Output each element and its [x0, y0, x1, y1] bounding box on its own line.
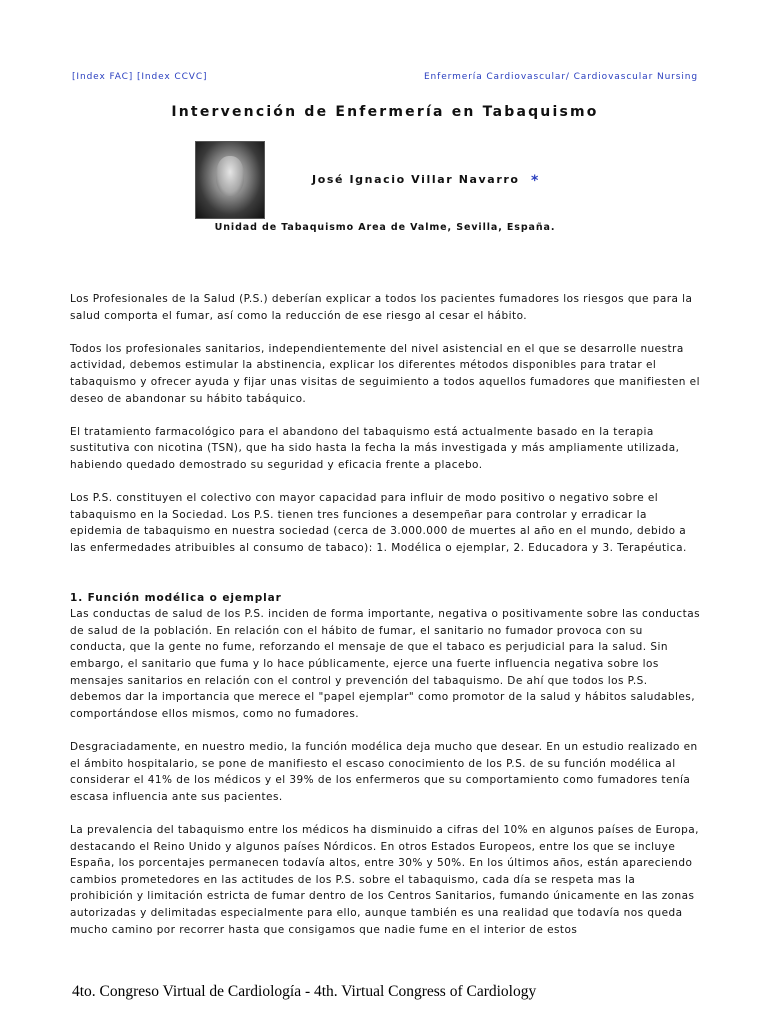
paragraph: Los Profesionales de la Salud (P.S.) deberían explicar a todos los pacientes fumadores los riesgos que para la salud comporta el fumar, así como la reducción de ese riesgo al cesar el hábito.: [70, 293, 693, 322]
page-footer: 4to. Congreso Virtual de Cardiología - 4th. Virtual Congress of Cardiology: [72, 983, 537, 1000]
journal-section-label: Enfermería Cardiovascular/ Cardiovascular Nursing: [423, 72, 698, 82]
article-body: [70, 291, 700, 955]
paragraph: El tratamiento farmacológico para el abandono del tabaquismo está actualmente basado en la terapia sustitutiva con nicotina (TSN), que ha sido hasta la fecha la más investigada y más ampliamente utilizada, habiendo quedado demostrado su seguridad y eficacia frente a placebo.: [70, 425, 680, 471]
top-navigation: [72, 72, 698, 86]
author-photo: [195, 141, 265, 219]
author-face-shape: [216, 156, 244, 196]
paragraph: Los P.S. constituyen el colectivo con mayor capacidad para influir de modo positivo o negativo sobre el tabaquismo en la Sociedad. Los P.S. tienen tres funciones a desempeñar para controlar y erradicar la epidemia de tabaquismo en nuestra sociedad (cerca de 3.000.000 de muertes al año en el mundo, debido a las enfermedades atribuibles al consumo de tabaco): 1. Modélica o ejemplar, 2. Educadora y 3. Terapéutica.: [70, 492, 687, 554]
index-ccvc-link[interactable]: [Index CCVC]: [136, 72, 208, 82]
section-heading: 1. Función modélica o ejemplar: [70, 591, 282, 604]
author-note-link[interactable]: *: [530, 173, 540, 189]
author-line: [312, 173, 540, 189]
index-fac-link[interactable]: [Index FAC]: [72, 72, 134, 82]
paragraph: Las conductas de salud de los P.S. inciden de forma importante, negativa o positivamente sobre las conductas de salud de la población. En relación con el hábito de fumar, el sanitario no fumador provoca con su conducta, que la gente no fume, reforzando el mensaje de que el tabaco es perjudicial para la salud. Sin embargo, el sanitario que fuma y lo hace públicamente, ejerce una fuerte influencia negativa sobre los mensajes sanitarios en relación con el control y prevención del tabaquismo. De ahí que todos los P.S. debemos dar la importancia que merece el "papel ejemplar" como promotor de la salud y hábitos saludables, comportándose ellos mismos, como no fumadores.: [70, 608, 701, 720]
spacer: [70, 573, 700, 590]
paragraph: La prevalencia del tabaquismo entre los médicos ha disminuido a cifras del 10% en algunos países de Europa, destacando el Reino Unido y algunos países Nórdicos. En otros Estados Europeos, entre los que se incluye España, los porcentajes permanecen todavía altos, entre 30% y 50%. En los últimos años, están apareciendo cambios prometedores en las actitudes de los P.S. sobre el tabaquismo, cada día se respeta mas la prohibición y limitación estricta de fumar dentro de los Centros Sanitarios, fumando únicamente en las zonas autorizadas y delimitadas especialmente para ello, aunque también es una realidad que todavía nos queda mucho camino por recorrer hasta que consigamos que nadie fume en el interior de estos: [70, 824, 699, 936]
author-name: José Ignacio Villar Navarro: [312, 173, 520, 186]
paragraph: Todos los profesionales sanitarios, independientemente del nivel asistencial en el que se desarrolle nuestra actividad, debemos estimular la abstinencia, explicar los diferentes métodos disponibles para tratar el tabaquismo y ofrecer ayuda y fijar unas visitas de seguimiento a todos aquellos fumadores que manifiesten el deseo de abandonar su hábito tabáquico.: [70, 342, 700, 405]
author-affiliation: Unidad de Tabaquismo Area de Valme, Sevilla, España.: [214, 222, 556, 233]
article-title: Intervención de Enfermería en Tabaquismo: [171, 104, 599, 120]
paragraph: Desgraciadamente, en nuestro medio, la función modélica deja mucho que desear. En un estudio realizado en el ámbito hospitalario, se pone de manifiesto el escaso conocimiento de los P.S. de su función modélica al considerar el 41% de los médicos y el 39% de los enfermeros que su comportamiento como fumadores tenía escasa influencia ante sus pacientes.: [70, 741, 698, 803]
index-links: [72, 72, 207, 82]
